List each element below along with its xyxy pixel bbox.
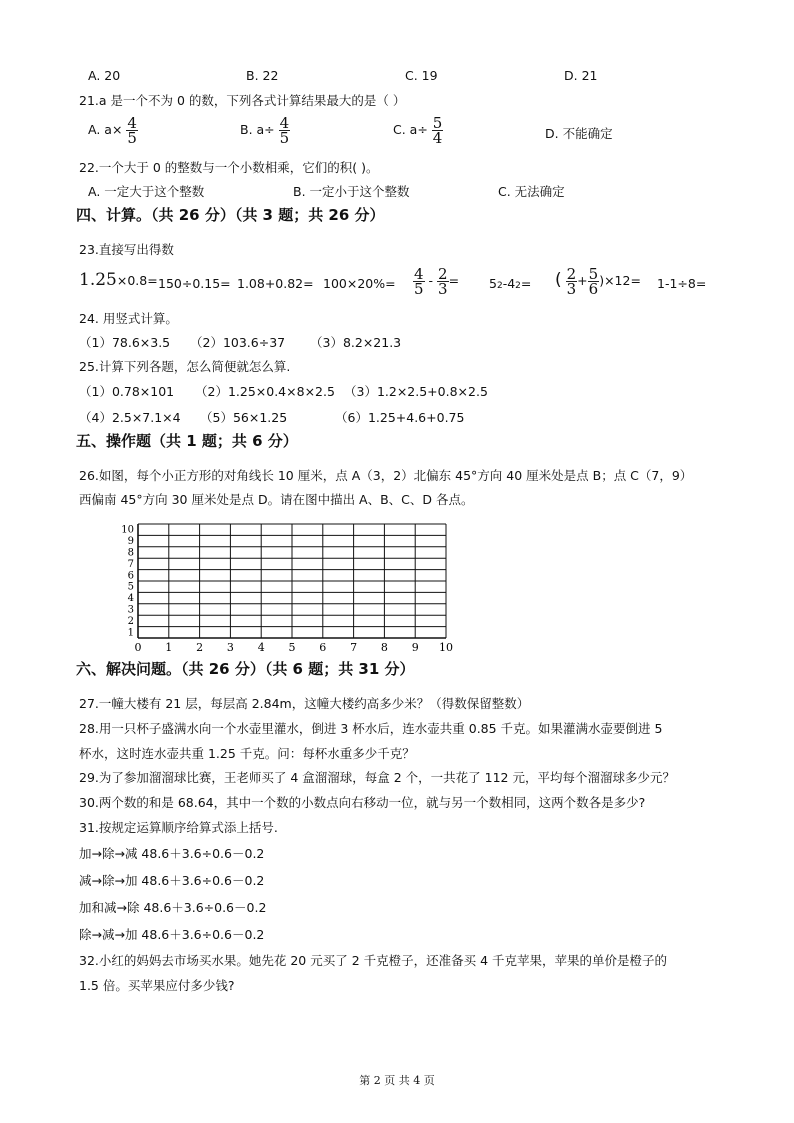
q22-option-a: A. 一定大于这个整数: [88, 184, 205, 199]
x-tick-label: 1: [165, 641, 173, 654]
q23-expr-6: [489, 276, 531, 294]
q28-line-1: 28.用一只杯子盛满水向一个水壶里灌水，倒进 3 杯水后，连水壶共重 0.85 千克。如果灌满水壶要倒进 5: [79, 721, 663, 736]
denominator: 3: [566, 280, 577, 298]
q22-stem: 22.一个大于 0 的整数与一个小数相乘，它们的积( )。: [79, 160, 379, 175]
numerator: 5: [588, 265, 599, 283]
base: 5: [489, 276, 497, 291]
denominator: 4: [432, 129, 443, 147]
q27-text: 27.一幢大楼有 21 层，每层高 2.84m，这幢大楼约高多少米？（得数保留整数）: [79, 696, 530, 711]
x-tick-label: 9: [411, 641, 419, 654]
q22-option-b: B. 一定小于这个整数: [293, 184, 410, 199]
fraction-2-3: [566, 267, 578, 296]
q22-option-c: C. 无法确定: [498, 184, 565, 199]
q32-line-2: 1.5 倍。买苹果应付多少钱?: [79, 978, 235, 993]
q21-option-a-label: A. a×: [88, 122, 123, 137]
section-6-heading: 六、解决问题。（共 26 分）（共 6 题；共 31 分）: [76, 660, 415, 678]
x-tick-label: 7: [350, 641, 358, 654]
q21-fraction-a: [126, 116, 138, 145]
y-tick-label: 3: [127, 604, 134, 616]
q21-fraction-b: [279, 116, 291, 145]
y-tick-label: 10: [121, 524, 134, 536]
q23-expr-2: 150÷0.15=: [158, 276, 231, 291]
q20-option-a: A. 20: [88, 68, 121, 83]
q21-option-c-label: C. a÷: [393, 122, 428, 137]
q26-line-1: 26.如图，每个小正方形的对角线长 10 厘米，点 A（3，2）北偏东 45°方向 40 厘米处是点 B；点 C（7，9）: [79, 468, 693, 483]
page-footer: 第 2 页 共 4 页: [359, 1074, 435, 1087]
q24-item-3: （3）8.2×21.3: [310, 335, 402, 350]
denominator: 5: [414, 280, 424, 298]
q23-expr-4: 100×20%=: [323, 276, 396, 291]
expr-1-number: 1.25: [79, 270, 117, 290]
section-4-heading: 四、计算。（共 26 分）（共 3 题；共 26 分）: [76, 206, 385, 224]
x-tick-label: 6: [319, 641, 327, 654]
y-tick-label: 9: [127, 536, 134, 548]
q31-item-2: 减→除→加 48.6＋3.6÷0.6－0.2: [79, 873, 265, 888]
q25-item-5: （5）56×1.25: [200, 410, 288, 425]
x-axis-labels: [135, 641, 454, 654]
q23-stem: 23.直接写出得数: [79, 242, 174, 257]
expr-1-rest: ×0.8=: [116, 273, 158, 288]
numerator: 2: [566, 265, 577, 283]
x-tick-label: 2: [196, 641, 204, 654]
x-tick-label: 4: [257, 641, 265, 654]
q20-option-c: C. 19: [405, 68, 438, 83]
exponent: 2: [515, 281, 521, 291]
q21-option-c: [393, 116, 443, 145]
expr-7-rest: )×12=: [599, 273, 641, 288]
numerator: 4: [127, 114, 137, 132]
equals-sign: =: [448, 273, 460, 288]
fraction-2-3: [437, 267, 449, 296]
q28-line-2: 杯水，这时连水壶共重 1.25 千克。问：每杯水重多少千克？: [79, 746, 415, 761]
q31-item-1: 加→除→减 48.6＋3.6÷0.6－0.2: [79, 846, 265, 861]
section-5-heading: 五、操作题（共 1 题；共 6 分）: [76, 432, 298, 450]
left-paren: (: [555, 270, 562, 290]
q21-option-d: D. 不能确定: [545, 126, 613, 141]
q31-item-4: 除→减→加 48.6＋3.6÷0.6－0.2: [79, 927, 265, 942]
q21-option-b-label: B. a÷: [240, 122, 275, 137]
q20-option-d: D. 21: [564, 68, 598, 83]
q23-expr-5: [413, 267, 459, 296]
y-tick-label: 8: [127, 547, 134, 559]
y-axis-labels: [121, 525, 134, 639]
x-tick-label: 10: [439, 641, 453, 654]
q25-item-2: （2）1.25×0.4×8×2.5: [195, 384, 335, 399]
q21-option-b: [240, 116, 290, 145]
numerator: 5: [432, 114, 443, 132]
base: -4: [502, 276, 516, 291]
x-tick-label: 3: [226, 641, 234, 654]
denominator: 6: [588, 280, 599, 298]
plus-sign: +: [577, 273, 588, 288]
q23-expr-3: 1.08+0.82=: [237, 276, 314, 291]
q25-item-4: （4）2.5×7.1×4: [79, 410, 181, 425]
denominator: 3: [438, 280, 448, 298]
q23-expr-8: 1-1÷8=: [657, 276, 707, 291]
q26-line-2: 西偏南 45°方向 30 厘米处是点 D。请在图中描出 A、B、C、D 各点。: [79, 492, 474, 507]
grid-lines: [138, 524, 446, 638]
exponent: 2: [496, 281, 503, 291]
numerator: 4: [414, 265, 424, 283]
y-tick-label: 1: [127, 627, 134, 639]
q21-option-a: [88, 116, 138, 145]
q29-text: 29.为了参加溜溜球比赛，王老师买了 4 盒溜溜球，每盒 2 个，一共花了 112 元，平均每个溜溜球多少元？: [79, 770, 675, 785]
q20-option-b: B. 22: [246, 68, 279, 83]
q23-expr-1: [79, 272, 158, 289]
y-tick-label: 4: [127, 593, 134, 605]
q25-item-1: （1）0.78×101: [79, 384, 175, 399]
q30-text: 30.两个数的和是 68.64，其中一个数的小数点向右移动一位，就与另一个数相同，这两个数各是多少?: [79, 795, 646, 810]
numerator: 4: [279, 114, 290, 132]
denominator: 5: [127, 129, 137, 147]
coordinate-grid: [116, 514, 460, 654]
q25-item-6: （6）1.25+4.6+0.75: [335, 410, 465, 425]
q31-item-3: 加和减→除 48.6＋3.6÷0.6－0.2: [79, 900, 267, 915]
y-tick-label: 7: [127, 558, 134, 570]
numerator: 2: [438, 265, 448, 283]
y-tick-label: 2: [127, 615, 134, 627]
q25-item-3: （3）1.2×2.5+0.8×2.5: [344, 384, 488, 399]
minus-sign: -: [428, 273, 434, 288]
q24-item-2: （2）103.6÷37: [190, 335, 286, 350]
denominator: 5: [279, 129, 290, 147]
q21-stem: 21.a 是一个不为 0 的数，下列各式计算结果最大的是（ ）: [79, 93, 406, 108]
q32-line-1: 32.小红的妈妈去市场买水果。她先花 20 元买了 2 千克橙子，还准备买 4 千克苹果，苹果的单价是橙子的: [79, 953, 668, 968]
q24-stem: 24. 用竖式计算。: [79, 311, 178, 326]
y-tick-label: 5: [127, 581, 134, 593]
x-tick-label: 0: [134, 641, 142, 654]
q31-stem: 31.按规定运算顺序给算式添上括号.: [79, 820, 278, 835]
fraction-5-6: [588, 267, 600, 296]
fraction-4-5: [413, 267, 425, 296]
x-tick-label: 5: [288, 641, 296, 654]
q23-expr-7: [555, 267, 641, 296]
equals-sign: =: [520, 276, 532, 291]
q25-stem: 25.计算下列各题，怎么简便就怎么算.: [79, 359, 291, 374]
y-tick-label: 6: [127, 570, 134, 582]
x-tick-label: 8: [380, 641, 388, 654]
q21-fraction-c: [432, 116, 444, 145]
q24-item-1: （1）78.6×3.5: [79, 335, 171, 350]
